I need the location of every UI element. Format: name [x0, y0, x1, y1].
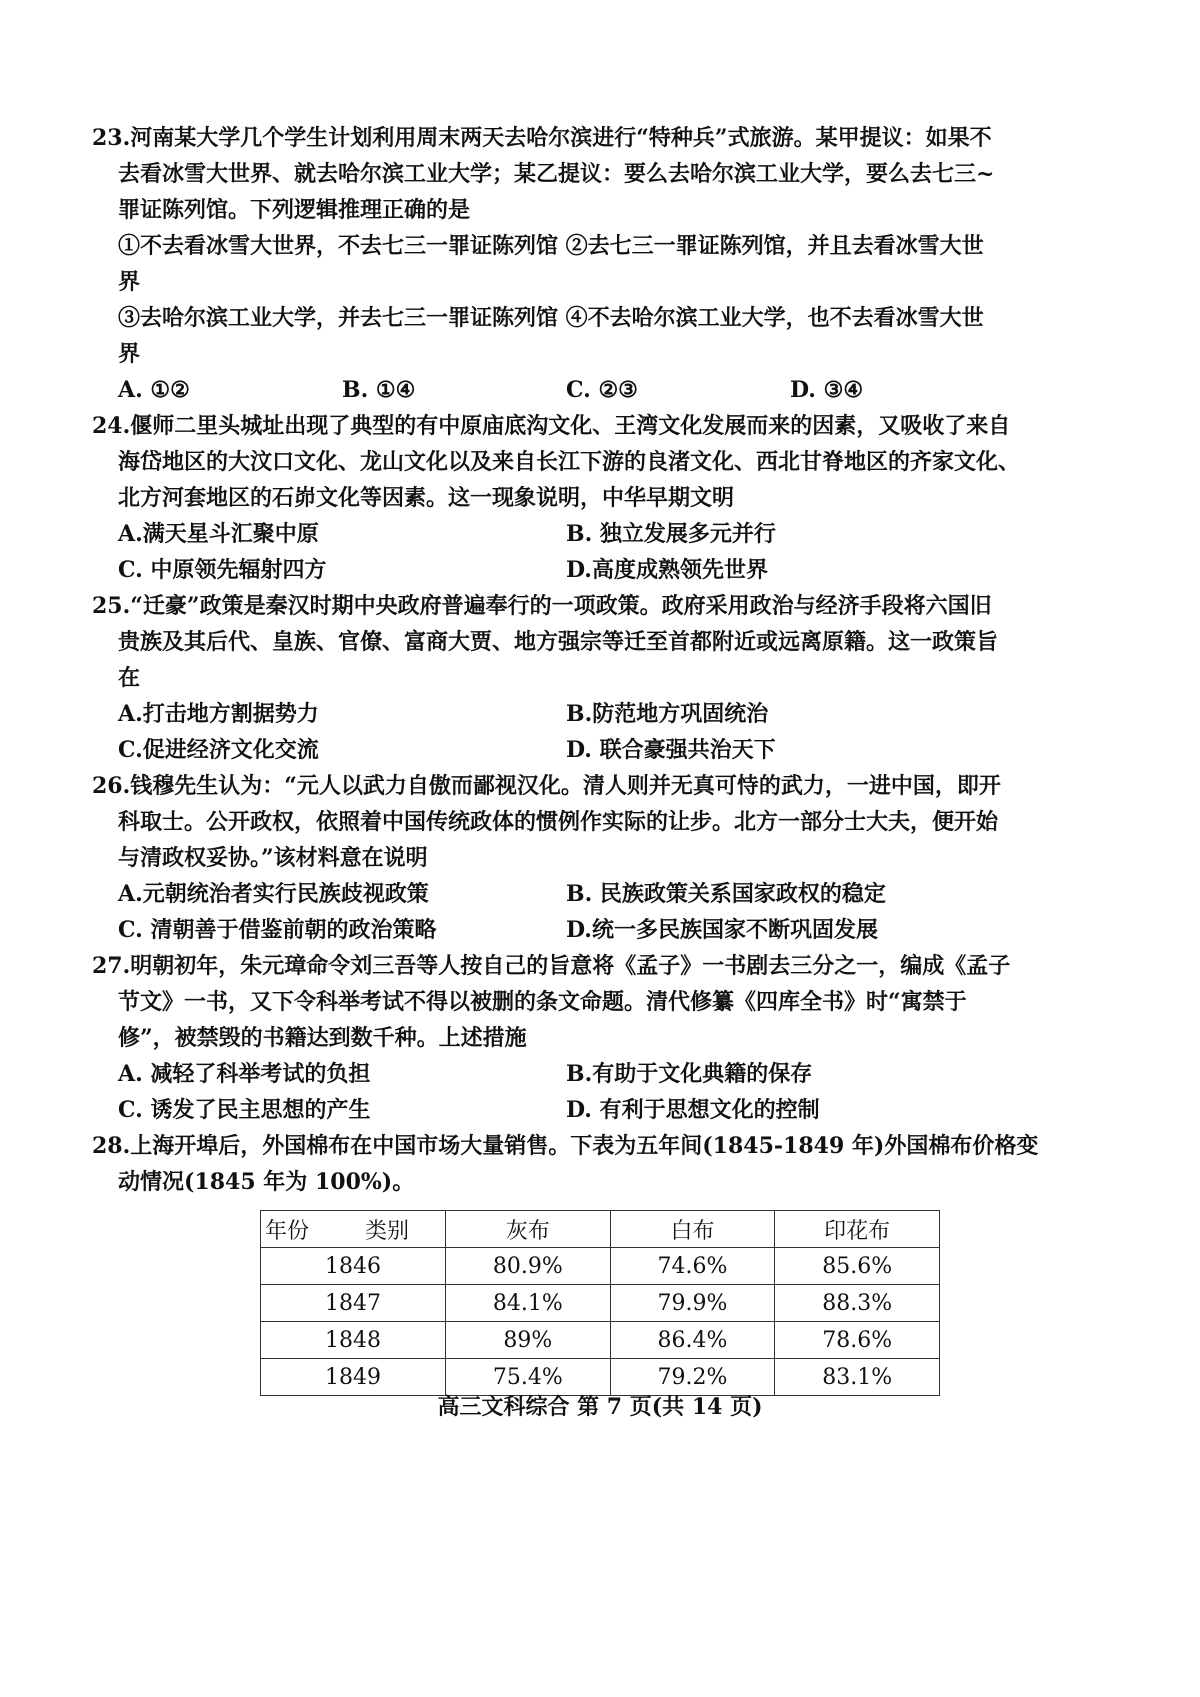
q24-option-b: B. 独立发展多元并行 [566, 521, 776, 547]
q25-line-3: 在 [118, 665, 141, 691]
table-header-year-category [261, 1211, 446, 1248]
q26-option-c: C. 清朝善于借鉴前朝的政治策略 [118, 917, 437, 943]
table-row [261, 1248, 940, 1285]
q23-option-a: A. ①② [118, 377, 190, 403]
q25-option-b: B.防范地方巩固统治 [566, 701, 769, 727]
table-cell: 78.6% [775, 1322, 940, 1359]
table-cell: 80.9% [446, 1248, 611, 1285]
q23-line-6: ③去哈尔滨工业大学，并去七三一罪证陈列馆 ④不去哈尔滨工业大学，也不去看冰雪大世 [118, 305, 984, 331]
table-cell: 83.1% [775, 1359, 940, 1396]
q28-line-1: 28.上海开埠后，外国棉布在中国市场大量销售。下表为五年间(1845-1849 年)外国棉布价格变 [92, 1133, 1039, 1159]
q25-option-c: C.促进经济文化交流 [118, 737, 319, 763]
header-col-white-cloth: 白布 [610, 1211, 775, 1248]
q24-line-3: 北方河套地区的石峁文化等因素。这一现象说明，中华早期文明 [118, 485, 735, 511]
table-cell-year: 1849 [261, 1359, 446, 1396]
q25-line-2: 贵族及其后代、皇族、官僚、富商大贾、地方强宗等迁至首都附近或远离原籍。这一政策旨 [118, 629, 999, 655]
header-col-grey-cloth: 灰布 [446, 1211, 611, 1248]
table-cell: 79.9% [610, 1285, 775, 1322]
q23-line-7: 界 [118, 341, 141, 367]
q24-line-2: 海岱地区的大汶口文化、龙山文化以及来自长江下游的良渚文化、西北甘脊地区的齐家文化、 [118, 449, 1021, 475]
q27-line-2: 节文》一书，又下令科举考试不得以被删的条文命题。清代修纂《四库全书》时“寓禁于 [118, 989, 967, 1015]
table-cell: 74.6% [610, 1248, 775, 1285]
q28-line-2: 动情况(1845 年为 100%)。 [118, 1169, 415, 1195]
q27-line-1: 27.明朝初年，朱元璋命令刘三吾等人按自己的旨意将《孟子》一书剧去三分之一，编成《孟子 [92, 953, 1011, 979]
q23-line-3: 罪证陈列馆。下列逻辑推理正确的是 [118, 197, 471, 223]
q25-line-1: 25.“迁豪”政策是秦汉时期中央政府普遍奉行的一项政策。政府采用政治与经济手段将六国旧 [92, 593, 992, 619]
q26-option-a: A.元朝统治者实行民族歧视政策 [118, 881, 429, 907]
q24-option-d: D.高度成熟领先世界 [566, 557, 768, 583]
table-row [261, 1285, 940, 1322]
q23-option-c: C. ②③ [566, 377, 638, 403]
q24-option-c: C. 中原领先辐射四方 [118, 557, 327, 583]
table-cell-year: 1846 [261, 1248, 446, 1285]
q25-option-a: A.打击地方割据势力 [118, 701, 319, 727]
table-cell-year: 1847 [261, 1285, 446, 1322]
q26-line-1: 26.钱穆先生认为：“元人以武力自傲而鄙视汉化。清人则并无真可恃的武力，一进中国，即开 [92, 773, 1001, 799]
table-cell: 75.4% [446, 1359, 611, 1396]
q27-line-3: 修”，被禁毁的书籍达到数千种。上述措施 [118, 1025, 527, 1051]
table-cell: 89% [446, 1322, 611, 1359]
table-header-row [261, 1211, 940, 1248]
q26-line-3: 与清政权妥协。”该材料意在说明 [118, 845, 428, 871]
q25-option-d: D. 联合豪强共治天下 [566, 737, 776, 763]
q23-option-b: B. ①④ [342, 377, 416, 403]
table-cell: 79.2% [610, 1359, 775, 1396]
table-cell: 85.6% [775, 1248, 940, 1285]
q26-option-d: D.统一多民族国家不断巩固发展 [566, 917, 878, 943]
table-cell: 84.1% [446, 1285, 611, 1322]
q23-line-2: 去看冰雪大世界、就去哈尔滨工业大学；某乙提议：要么去哈尔滨工业大学，要么去七三~ [118, 161, 995, 187]
q27-option-a: A. 减轻了科举考试的负担 [118, 1061, 371, 1087]
header-year: 年份 [265, 1218, 310, 1244]
header-category: 类别 [365, 1218, 410, 1244]
q23-line-1: 23.河南某大学几个学生计划利用周末两天去哈尔滨进行“特种兵”式旅游。某甲提议：如果不 [92, 125, 992, 151]
q23-line-5: 界 [118, 269, 141, 295]
table-cell: 88.3% [775, 1285, 940, 1322]
table-cell-year: 1848 [261, 1322, 446, 1359]
table-row [261, 1322, 940, 1359]
header-col-printed-cloth: 印花布 [775, 1211, 940, 1248]
q23-line-4: ①不去看冰雪大世界，不去七三一罪证陈列馆 ②去七三一罪证陈列馆，并且去看冰雪大世 [118, 233, 984, 259]
q24-option-a: A.满天星斗汇聚中原 [118, 521, 319, 547]
price-table [260, 1210, 940, 1396]
q27-option-b: B.有助于文化典籍的保存 [566, 1061, 813, 1087]
q27-option-c: C. 诱发了民主思想的产生 [118, 1097, 371, 1123]
q26-line-2: 科取士。公开政权，依照着中国传统政体的惯例作实际的让步。北方一部分士大夫，便开始 [118, 809, 999, 835]
q23-option-d: D. ③④ [790, 377, 864, 403]
q24-line-1: 24.偃师二里头城址出现了典型的有中原庙底沟文化、王湾文化发展而来的因素，又吸收了来自 [92, 413, 1011, 439]
table-cell: 86.4% [610, 1322, 775, 1359]
q27-option-d: D. 有利于思想文化的控制 [566, 1097, 820, 1123]
q26-option-b: B. 民族政策关系国家政权的稳定 [566, 881, 886, 907]
page-footer: 高三文科综合 第 7 页(共 14 页) [437, 1394, 763, 1420]
